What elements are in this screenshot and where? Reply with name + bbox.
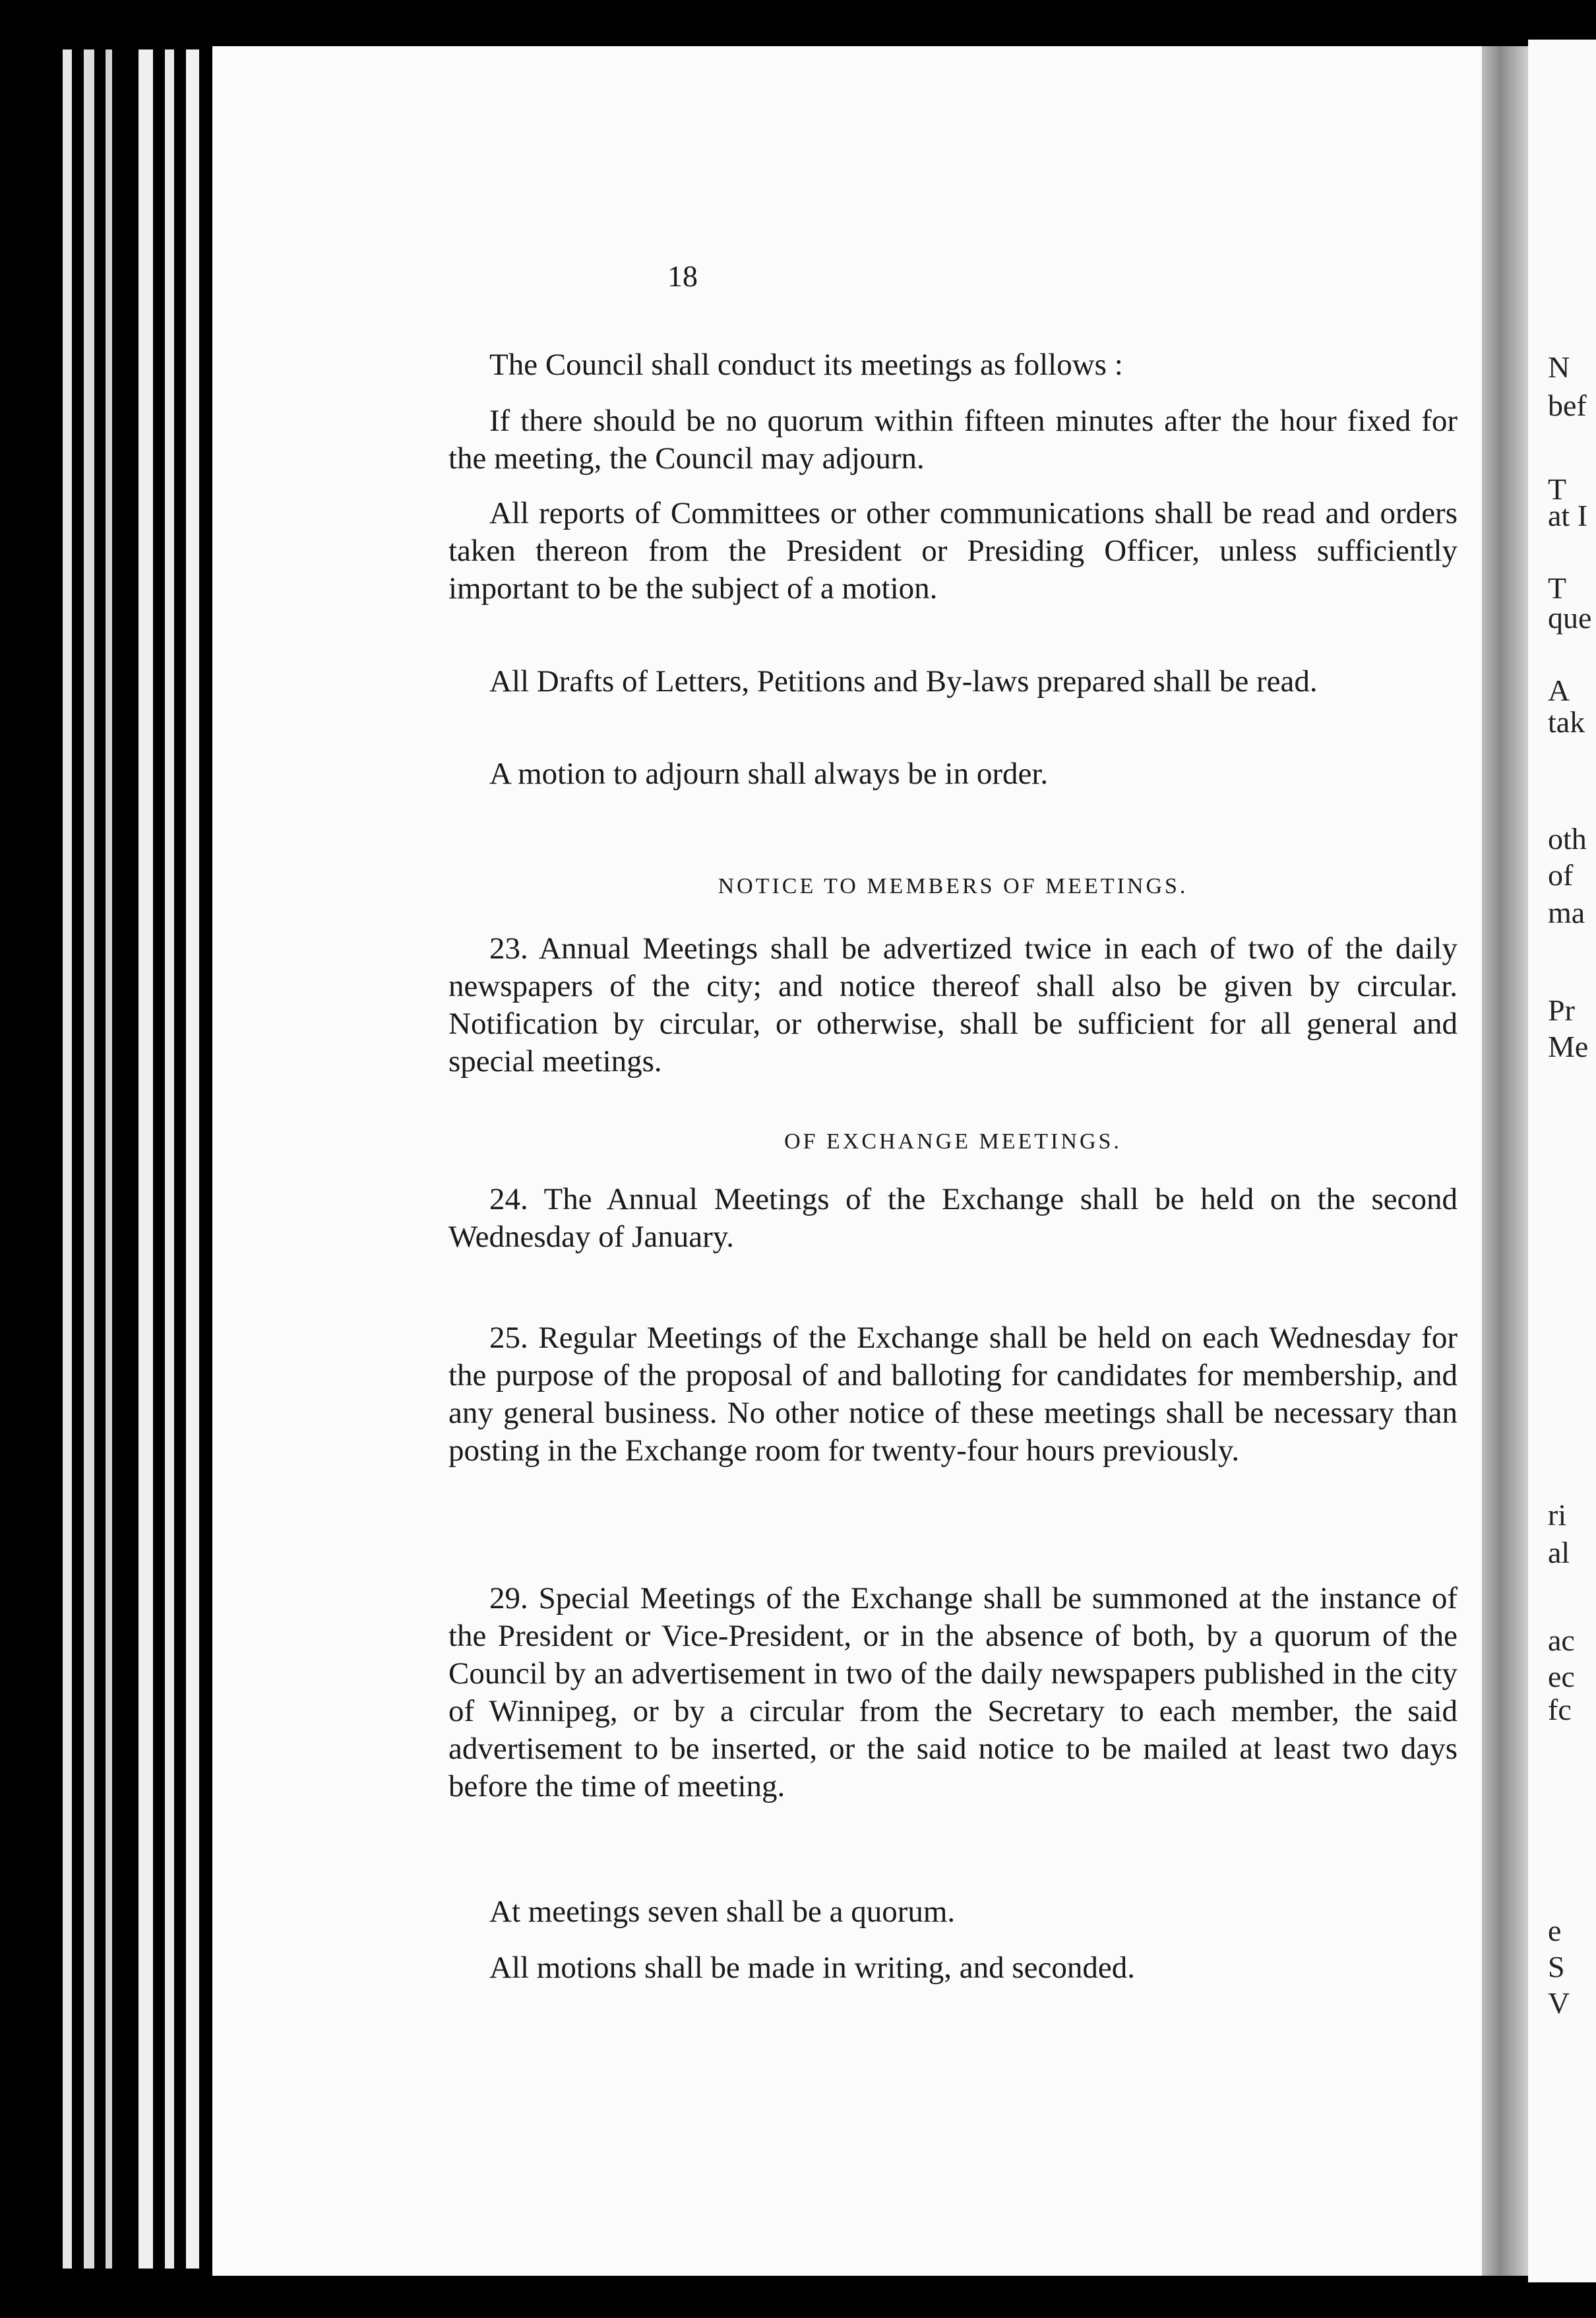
facing-fragment: T xyxy=(1548,571,1567,605)
facing-fragment: e xyxy=(1548,1914,1562,1947)
page-number: 18 xyxy=(667,259,698,293)
paragraph: If there should be no quorum within fifteen minutes after the hour fixed for the meeting, the Council may adjourn. xyxy=(448,404,1458,476)
facing-fragment: fc xyxy=(1548,1693,1572,1726)
page-edge xyxy=(106,49,112,2269)
paragraph: 23. Annual Meetings shall be advertized twice in each of two of the daily newspapers of the city; and notice thereof shall also be given by circular. Notification by circular, or otherwise, shall be sufficient for all general and special meetings. xyxy=(448,931,1458,1079)
facing-fragment: V xyxy=(1548,1986,1570,2020)
page-edge xyxy=(186,49,199,2269)
facing-fragment: Pr xyxy=(1548,993,1575,1027)
facing-fragment: Me xyxy=(1548,1030,1589,1063)
facing-fragment: N xyxy=(1548,350,1570,384)
facing-fragment: al xyxy=(1548,1536,1570,1569)
paragraph: 25. Regular Meetings of the Exchange shall be held on each Wednesday for the purpose of the proposal of and balloting for candidates for membership, and any general business. No other notice of these meetings shall be necessary than posting in the Exchange room for twenty-four hours previously. xyxy=(448,1321,1458,1468)
paragraph: All reports of Committees or other communications shall be read and orders taken thereon from the President or Presiding Officer, unless sufficiently important to be the subject of a motion. xyxy=(448,496,1458,606)
facing-fragment: oth xyxy=(1548,822,1587,856)
facing-fragment: tak xyxy=(1548,705,1585,739)
facing-fragment: T xyxy=(1548,472,1567,506)
facing-fragment: ac xyxy=(1548,1623,1575,1657)
facing-fragment: of xyxy=(1548,858,1574,892)
facing-fragment: S xyxy=(1548,1950,1565,1984)
paragraph: 29. Special Meetings of the Exchange shall be summoned at the instance of the President or Vice-President, or in the absence of both, by a quorum of the Council by an advertisement in two of the daily newspapers published in the city of Winnipeg, or by a circular from the Secretary to each member, the said advertisement to be inserted, or the said notice to be mailed at least two days before the time of meeting. xyxy=(448,1581,1458,1803)
page-edge xyxy=(138,49,153,2269)
facing-fragment: que xyxy=(1548,601,1592,635)
page-edge xyxy=(63,49,72,2269)
facing-fragment: ma xyxy=(1548,896,1585,929)
facing-fragment: bef xyxy=(1548,389,1587,422)
facing-fragment: ri xyxy=(1548,1498,1567,1532)
paragraph: All Drafts of Letters, Petitions and By-laws prepared shall be read. xyxy=(489,664,1318,699)
paragraph: The Council shall conduct its meetings as follows : xyxy=(489,348,1123,382)
paragraph: 24. The Annual Meetings of the Exchange shall be held on the second Wednesday of January. xyxy=(448,1182,1458,1254)
page-edge xyxy=(84,49,94,2269)
section-heading: OF EXCHANGE MEETINGS. xyxy=(784,1129,1122,1154)
paragraph: At meetings seven shall be a quorum. xyxy=(489,1895,956,1929)
paragraph: All motions shall be made in writing, and seconded. xyxy=(489,1951,1135,1985)
book-gutter xyxy=(1482,46,1528,2276)
facing-fragment: A xyxy=(1548,673,1570,707)
paragraph: A motion to adjourn shall always be in order. xyxy=(489,757,1049,791)
facing-fragment: ec xyxy=(1548,1660,1575,1693)
page-edge xyxy=(165,49,174,2269)
facing-page xyxy=(1528,40,1596,2282)
facing-fragment: at I xyxy=(1548,499,1588,532)
section-heading: NOTICE TO MEMBERS OF MEETINGS. xyxy=(718,874,1188,898)
